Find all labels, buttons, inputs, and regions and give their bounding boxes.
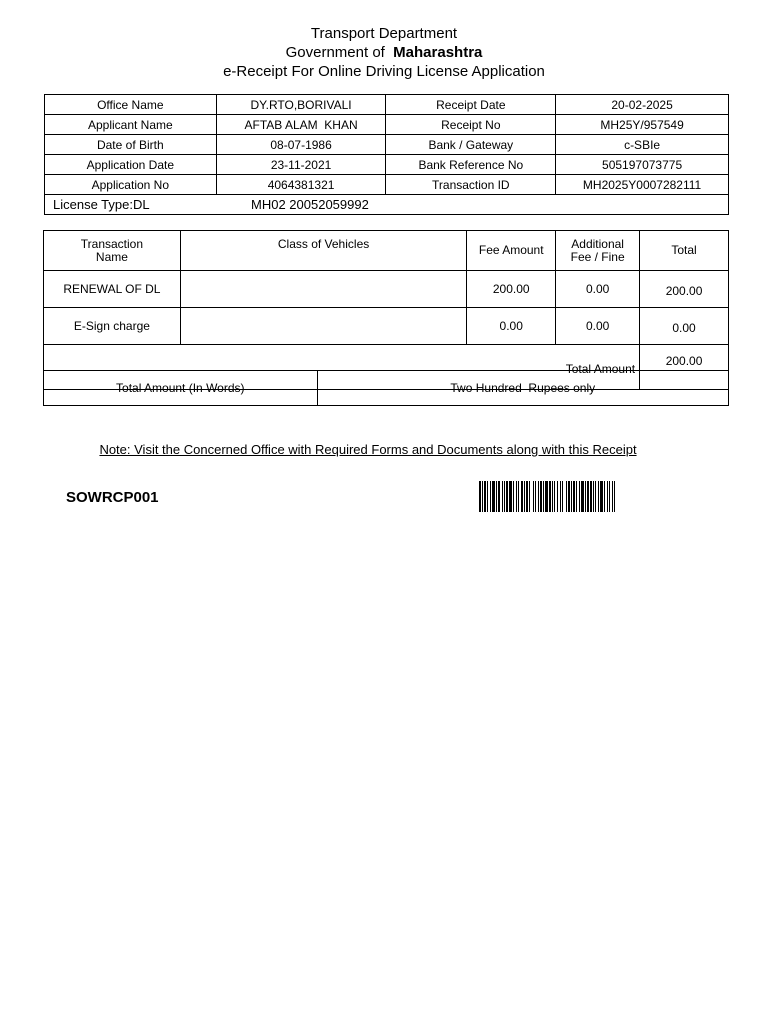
vehicle-class: [180, 271, 466, 308]
dob-label: Date of Birth: [45, 135, 217, 155]
license-type: License Type:DL: [53, 197, 150, 212]
application-no-value: 4064381321: [216, 175, 386, 195]
fee-table-header: [44, 231, 729, 271]
header-fee-amount: Fee Amount: [467, 231, 556, 271]
bank-ref-value: 505197073775: [556, 155, 729, 175]
row-total: 200.00: [640, 271, 729, 308]
fee-amount: 0.00: [467, 308, 556, 345]
table-row: [45, 95, 729, 115]
header-additional-fee: [556, 231, 640, 271]
additional-fee: 0.00: [556, 308, 640, 345]
license-cell: [45, 195, 729, 215]
header-additional-line2: Fee / Fine: [570, 249, 625, 264]
receipt-no-value: MH25Y/957549: [556, 115, 729, 135]
fee-table: [43, 230, 729, 390]
amount-in-words-value: Two Hundred Rupees only: [317, 371, 728, 406]
header-total: Total: [640, 231, 729, 271]
receipt-date-value: 20-02-2025: [556, 95, 729, 115]
bank-label: Bank / Gateway: [386, 135, 556, 155]
office-name-label: Office Name: [45, 95, 217, 115]
amount-in-words-label: Total Amount (In Words): [44, 371, 318, 406]
receipt-note: Note: Visit the Concerned Office with Required Forms and Documents along with this Receipt: [99, 442, 637, 457]
total-amount-value: 200.00: [640, 345, 729, 390]
state-name: Maharashtra: [393, 44, 483, 61]
receipt-date-label: Receipt Date: [386, 95, 556, 115]
header-transaction-name: [44, 231, 181, 271]
total-amount-label: Total Amount: [44, 345, 640, 390]
vehicle-class: [180, 308, 466, 345]
amount-in-words-table: [43, 370, 729, 406]
office-name-value: DY.RTO,BORIVALI: [216, 95, 386, 115]
dob-value: 08-07-1986: [216, 135, 386, 155]
bank-value: c-SBIe: [556, 135, 729, 155]
applicant-info-table: [44, 94, 729, 215]
additional-fee: 0.00: [556, 271, 640, 308]
header-transaction-line1: Transaction: [80, 236, 144, 251]
license-row: [45, 195, 729, 215]
table-row: [45, 135, 729, 155]
department-title: Transport Department: [310, 25, 458, 42]
row-total: 0.00: [640, 308, 729, 345]
fee-amount: 200.00: [467, 271, 556, 308]
bank-ref-label: Bank Reference No: [386, 155, 556, 175]
table-row: [45, 175, 729, 195]
application-date-value: 23-11-2021: [216, 155, 386, 175]
application-date-label: Application Date: [45, 155, 217, 175]
table-row: [45, 115, 729, 135]
application-no-label: Application No: [45, 175, 217, 195]
barcode-icon: [479, 481, 720, 512]
transaction-id-label: Transaction ID: [386, 175, 556, 195]
applicant-name-label: Applicant Name: [45, 115, 217, 135]
header-class-of-vehicles: Class of Vehicles: [180, 231, 466, 271]
license-number: MH02 20052059992: [251, 197, 369, 212]
header-additional-line1: Additional: [571, 236, 624, 251]
transaction-name: E-Sign charge: [44, 308, 181, 345]
table-row: [44, 271, 729, 308]
header-transaction-line2: Name: [95, 249, 128, 264]
table-row: [44, 308, 729, 345]
government-title: [0, 43, 768, 63]
receipt-title: e-Receipt For Online Driving License Application: [223, 63, 545, 80]
transaction-id-value: MH2025Y0007282111: [556, 175, 729, 195]
table-row: [44, 371, 729, 406]
transaction-name: RENEWAL OF DL: [44, 271, 181, 308]
applicant-name-value: AFTAB ALAM KHAN: [216, 115, 386, 135]
receipt-no-label: Receipt No: [386, 115, 556, 135]
table-row: [45, 155, 729, 175]
government-prefix: Government of: [285, 44, 385, 61]
form-code: SOWRCP001: [66, 489, 159, 506]
